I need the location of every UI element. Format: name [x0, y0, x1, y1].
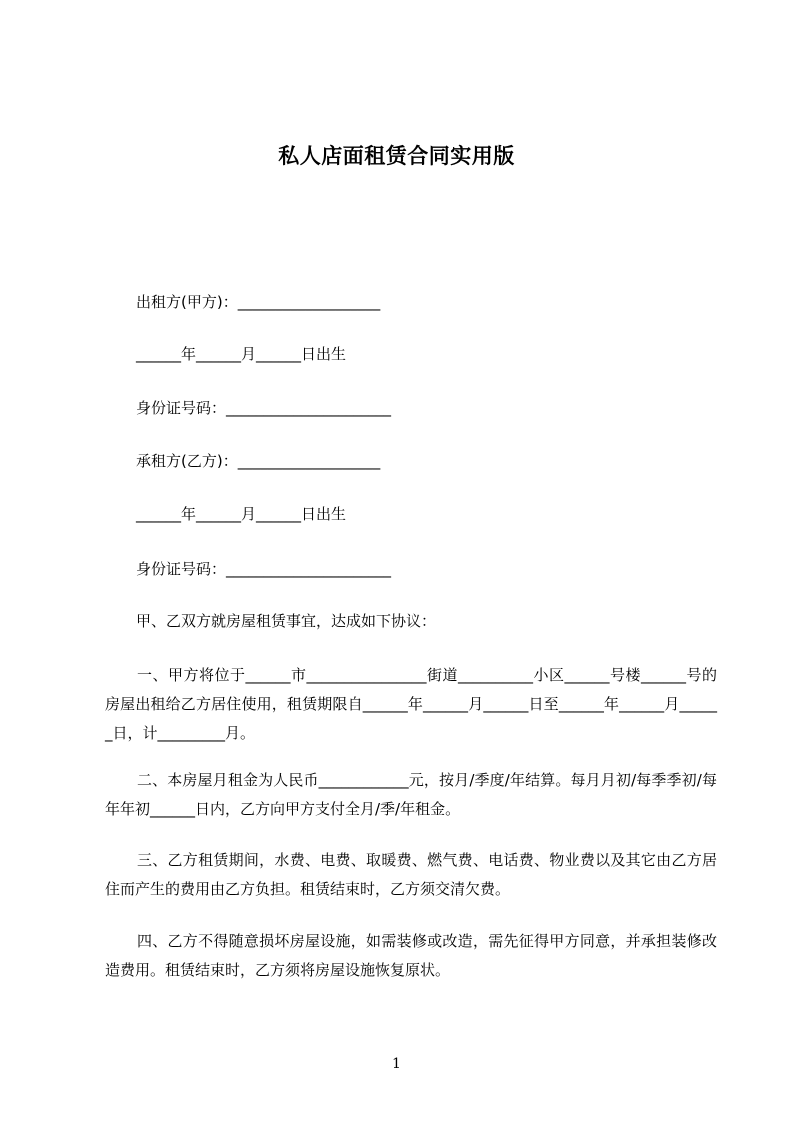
clause-1: 一、甲方将位于______市________________街道__________小区______号楼______号的房屋出租给乙方居住使用，租赁期限自______年______月______日至______年______月______日，计_________月。 — [105, 666, 717, 742]
clause-3: 三、乙方租赁期间，水费、电费、取暖费、燃气费、电话费、物业费以及其它由乙方居住而产生的费用由乙方负担。租赁结束时，乙方须交清欠费。 — [105, 851, 717, 898]
lessor-field: 出租方(甲方)：___________________ — [136, 293, 381, 311]
clause-2: 二、本房屋月租金为人民币____________元，按月/季度/年结算。每月月初/每季季初/每年年初______日内，乙方向甲方支付全月/季/年租金。 — [105, 771, 717, 818]
lessee-id-field: 身份证号码：______________________ — [136, 560, 392, 578]
lessor-birthdate-field: ______年______月______日出生 — [136, 345, 347, 363]
clause-4: 四、乙方不得随意损坏房屋设施，如需装修或改造，需先征得甲方同意，并承担装修改造费用。租赁结束时，乙方须将房屋设施恢复原状。 — [105, 932, 717, 979]
lessor-id-field: 身份证号码：______________________ — [136, 399, 392, 417]
agreement-intro: 甲、乙双方就房屋租赁事宜，达成如下协议： — [136, 612, 437, 630]
document-title: 私人店面租赁合同实用版 — [278, 144, 515, 168]
lessee-field: 承租方(乙方)：___________________ — [136, 452, 381, 470]
lessee-birthdate-field: ______年______月______日出生 — [136, 505, 347, 523]
page-number: 1 — [392, 1056, 401, 1072]
